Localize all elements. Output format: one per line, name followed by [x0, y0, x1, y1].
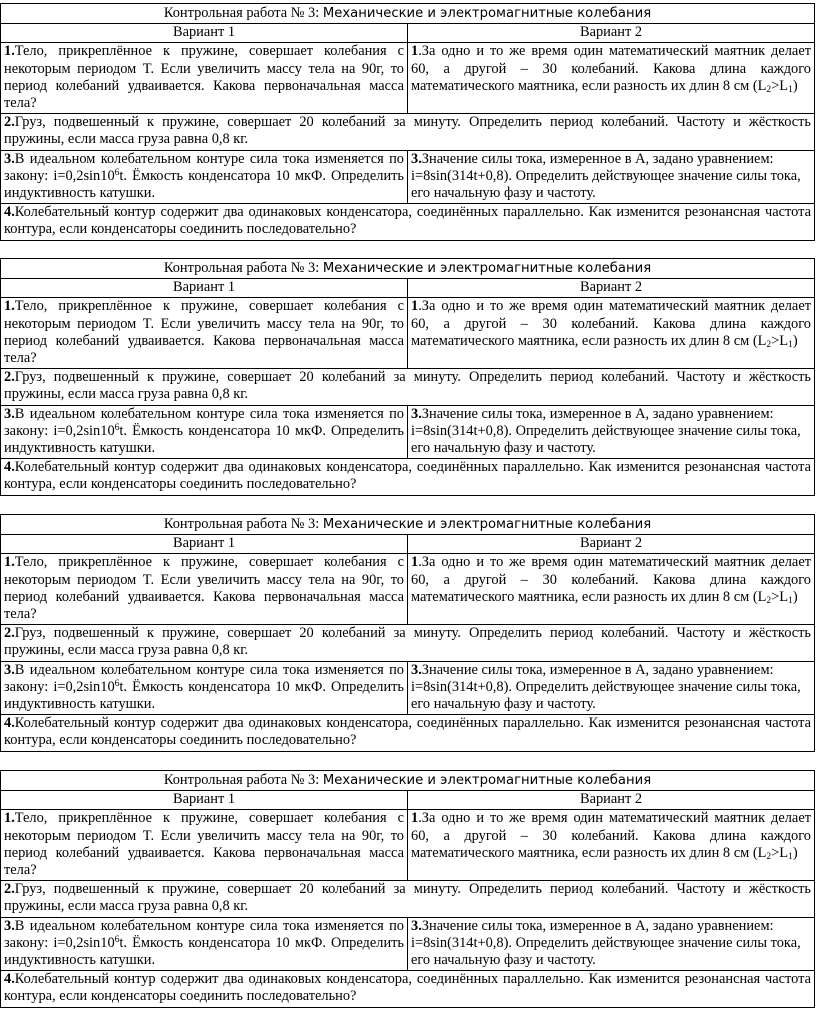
task-number: 4. — [4, 715, 15, 732]
task-4 — [1, 715, 815, 751]
test-card-2 — [0, 258, 815, 496]
task-number: 3. — [411, 405, 422, 422]
task-number: 2. — [4, 625, 15, 642]
task-number: 3. — [4, 405, 15, 422]
task-number: 4. — [4, 204, 15, 221]
task-number: 1. — [4, 554, 15, 571]
task-4 — [1, 971, 815, 1007]
task-number: 2. — [4, 881, 15, 898]
title-topic: Механические и электромагнитные колебания — [322, 261, 652, 276]
task-number: 1 — [411, 43, 419, 60]
task-number: 2. — [4, 369, 15, 386]
task-number: 1. — [4, 810, 15, 827]
task-text: Значение силы тока, измеренное в А, задано уравнением: i=8sin(314t+0,8). Определить действующее значение силы тока, его начальную фазу и частоту. — [411, 661, 801, 713]
task-number: 3. — [4, 150, 15, 167]
task-text: В идеальном колебательном контуре сила тока изменяется по закону: $i=0,2\sin 10^6t$. Ёмкость конденсатора 10 мкФ. Определить индуктивность катушки. — [4, 917, 404, 969]
task-text: В идеальном колебательном контуре сила тока изменяется по закону: $i=0,2\sin 10^6t$. Ёмкость конденсатора 10 мкФ. Определить индуктивность катушки. — [4, 661, 404, 713]
title-topic: Механические и электромагнитные колебания — [322, 6, 652, 21]
task-text: Тело, прикреплённое к пружине, совершает колебания с некоторым периодом T. Если увеличить массу тела на 90г, то период колебаний удваивается. Какова первоначальная масса тела? — [4, 810, 404, 879]
test-title — [1, 259, 815, 279]
task-3-variant-2 — [408, 150, 815, 204]
task-text: Груз, подвешенный к пружине, совершает 20 колебаний за минуту. Определить период колебаний. Частоту и жёсткость пружины, если масса груза равна 0,8 кг. — [4, 881, 811, 915]
task-text: Тело, прикреплённое к пружине, совершает колебания с некоторым периодом T. Если увеличить массу тела на 90г, то период колебаний удваивается. Какова первоначальная масса тела? — [4, 554, 404, 623]
variant-1-header: Вариант 1 — [1, 24, 408, 43]
test-table — [0, 3, 815, 241]
title-prefix: Контрольная работа № 3: — [163, 516, 323, 532]
task-text: Колебательный контур содержит два одинаковых конденсатора, соединённых параллельно. Как изменится резонансная частота контура, если конденсаторы соединить последовательно? — [4, 204, 811, 238]
task-1-variant-1 — [1, 298, 408, 369]
variant-1-header: Вариант 1 — [1, 279, 408, 298]
task-number: 4. — [4, 459, 15, 476]
task-text: В идеальном колебательном контуре сила тока изменяется по закону: $i=0,2\sin 10^6t$. Ёмкость конденсатора 10 мкФ. Определить индуктивность катушки. — [4, 405, 404, 457]
task-3-variant-2 — [408, 917, 815, 971]
task-text: .За одно и то же время один математический маятник делает 60, а другой – 30 колебаний. Какова длина каждого математического маятника, если разность их длин 8 см — [411, 298, 811, 349]
task-number: 1 — [411, 810, 419, 827]
task-number: 1 — [411, 554, 419, 571]
task-1-variant-2 — [408, 298, 815, 369]
task-1-variant-2 — [408, 554, 815, 625]
task-1-variant-2 — [408, 43, 815, 114]
test-table — [0, 770, 815, 1008]
test-title — [1, 515, 815, 535]
variant-1-header: Вариант 1 — [1, 535, 408, 554]
test-table — [0, 514, 815, 752]
task-text: Тело, прикреплённое к пружине, совершает колебания с некоторым периодом T. Если увеличить массу тела на 90г, то период колебаний удваивается. Какова первоначальная масса тела? — [4, 298, 404, 367]
task-number: 2. — [4, 114, 15, 131]
test-title — [1, 771, 815, 791]
task-1-variant-2 — [408, 810, 815, 881]
test-title — [1, 4, 815, 24]
task-4 — [1, 204, 815, 240]
variant-2-header: Вариант 2 — [408, 24, 815, 43]
test-card-3 — [0, 514, 815, 752]
title-topic: Механические и электромагнитные колебания — [322, 773, 652, 788]
task-text: Значение силы тока, измеренное в А, задано уравнением: i=8sin(314t+0,8). Определить действующее значение силы тока, его начальную фазу и частоту. — [411, 405, 801, 457]
task-3-variant-2 — [408, 405, 815, 459]
task-3-variant-1 — [1, 405, 408, 459]
task-3-variant-1 — [1, 661, 408, 715]
task-text: .За одно и то же время один математический маятник делает 60, а другой – 30 колебаний. Какова длина каждого математического маятника, если разность их длин 8 см — [411, 810, 811, 861]
task-text: Груз, подвешенный к пружине, совершает 20 колебаний за минуту. Определить период колебаний. Частоту и жёсткость пружины, если масса груза равна 0,8 кг. — [4, 369, 811, 403]
variant-2-header: Вариант 2 — [408, 279, 815, 298]
task-text: Колебательный контур содержит два одинаковых конденсатора, соединённых параллельно. Как изменится резонансная частота контура, если конденсаторы соединить последовательно? — [4, 971, 811, 1005]
task-1-variant-1 — [1, 43, 408, 114]
task-1-variant-1 — [1, 554, 408, 625]
length-condition: $(L_2>L_1)$ — [752, 77, 798, 95]
task-3-variant-1 — [1, 150, 408, 204]
task-1-variant-1 — [1, 810, 408, 881]
task-text: Колебательный контур содержит два одинаковых конденсатора, соединённых параллельно. Как изменится резонансная частота контура, если конденсаторы соединить последовательно? — [4, 715, 811, 749]
task-number: 4. — [4, 971, 15, 988]
task-number: 3. — [411, 150, 422, 167]
variant-2-header: Вариант 2 — [408, 791, 815, 810]
title-prefix: Контрольная работа № 3: — [163, 5, 323, 21]
task-number: 3. — [4, 661, 15, 678]
test-card-1 — [0, 3, 815, 241]
task-3-variant-2 — [408, 661, 815, 715]
task-text: В идеальном колебательном контуре сила тока изменяется по закону: $i=0,2\sin 10^6t$. Ёмкость конденсатора 10 мкФ. Определить индуктивность катушки. — [4, 150, 404, 202]
task-2 — [1, 625, 815, 661]
task-number: 3. — [411, 661, 422, 678]
task-number: 1 — [411, 298, 419, 315]
task-2 — [1, 881, 815, 917]
task-number: 3. — [4, 917, 15, 934]
length-condition: $(L_2>L_1)$ — [752, 588, 798, 606]
task-text: Значение силы тока, измеренное в А, задано уравнением: i=8sin(314t+0,8). Определить действующее значение силы тока, его начальную фазу и частоту. — [411, 917, 801, 969]
task-number: 1. — [4, 298, 15, 315]
task-text: Груз, подвешенный к пружине, совершает 20 колебаний за минуту. Определить период колебаний. Частоту и жёсткость пружины, если масса груза равна 0,8 кг. — [4, 625, 811, 659]
title-prefix: Контрольная работа № 3: — [163, 772, 323, 788]
task-text: Колебательный контур содержит два одинаковых конденсатора, соединённых параллельно. Как изменится резонансная частота контура, если конденсаторы соединить последовательно? — [4, 459, 811, 493]
task-text: Тело, прикреплённое к пружине, совершает колебания с некоторым периодом T. Если увеличить массу тела на 90г, то период колебаний удваивается. Какова первоначальная масса тела? — [4, 43, 404, 112]
task-text: .За одно и то же время один математический маятник делает 60, а другой – 30 колебаний. Какова длина каждого математического маятника, если разность их длин 8 см — [411, 43, 811, 94]
test-card-4 — [0, 770, 815, 1008]
task-2 — [1, 369, 815, 405]
title-topic: Механические и электромагнитные колебания — [322, 517, 652, 532]
length-condition: $(L_2>L_1)$ — [752, 844, 798, 862]
length-condition: $(L_2>L_1)$ — [752, 332, 798, 350]
task-text: Значение силы тока, измеренное в А, задано уравнением: i=8sin(314t+0,8). Определить действующее значение силы тока, его начальную фазу и частоту. — [411, 150, 801, 202]
title-prefix: Контрольная работа № 3: — [163, 260, 323, 276]
task-text: .За одно и то же время один математический маятник делает 60, а другой – 30 колебаний. Какова длина каждого математического маятника, если разность их длин 8 см — [411, 554, 811, 605]
variant-1-header: Вариант 1 — [1, 791, 408, 810]
task-number: 1. — [4, 43, 15, 60]
task-number: 3. — [411, 917, 422, 934]
test-table — [0, 258, 815, 496]
task-4 — [1, 459, 815, 495]
task-text: Груз, подвешенный к пружине, совершает 20 колебаний за минуту. Определить период колебаний. Частоту и жёсткость пружины, если масса груза равна 0,8 кг. — [4, 114, 811, 148]
task-3-variant-1 — [1, 917, 408, 971]
task-2 — [1, 114, 815, 150]
variant-2-header: Вариант 2 — [408, 535, 815, 554]
